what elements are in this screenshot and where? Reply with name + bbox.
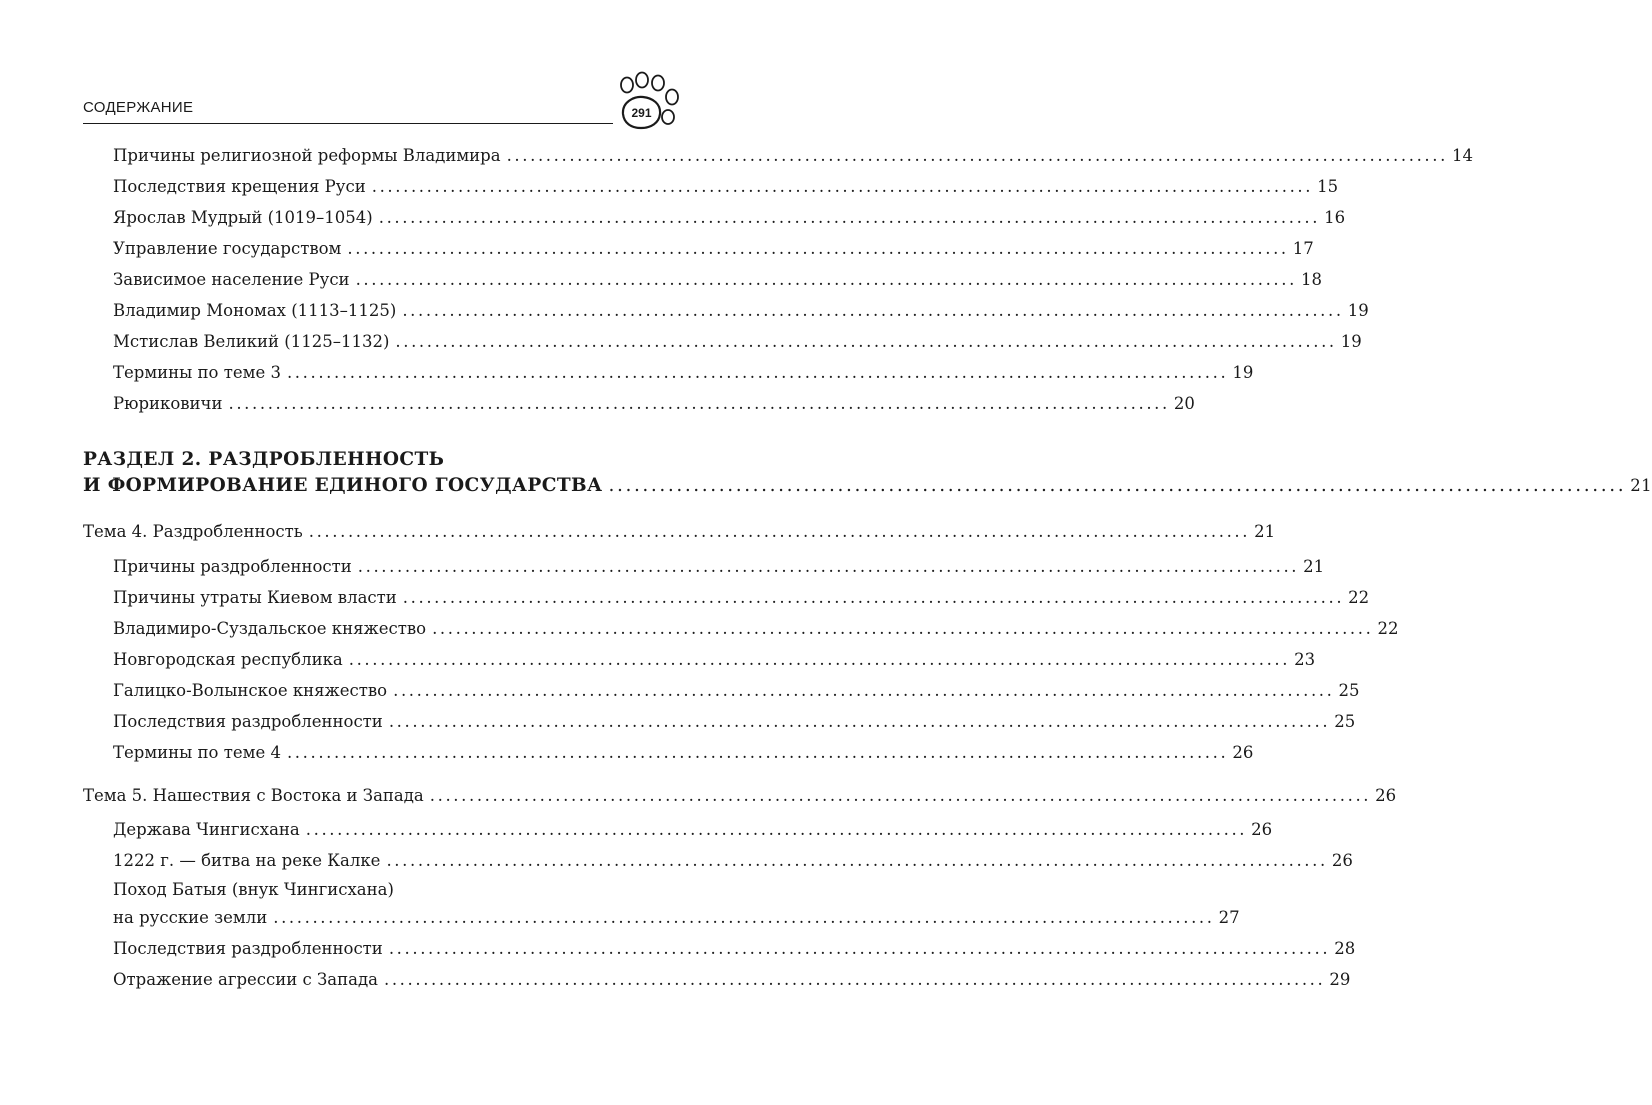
toc-entry-multiline[interactable]	[113, 880, 1240, 928]
paw-print-icon	[612, 72, 684, 134]
toc-entry-page: 26	[1232, 743, 1254, 762]
toc-entry[interactable]	[113, 970, 1351, 990]
toc-entry[interactable]	[113, 681, 1360, 701]
toc-entry-title: Держава Чингисхана	[113, 820, 300, 839]
leader-dots: ........................................................................................................................	[378, 208, 1321, 227]
toc-entry-title: Рюриковичи	[113, 394, 223, 413]
toc-entry-title-line1: Поход Батыя (внук Чингисхана)	[113, 880, 394, 899]
toc-entry-title: Причины утраты Киевом власти	[113, 588, 397, 607]
leader-dots: ........................................................................................................................	[273, 908, 1215, 927]
section-heading-row	[83, 473, 1652, 499]
toc-entry-title: 1222 г. — битва на реке Калке	[113, 851, 381, 870]
leader-dots: ........................................................................................................................	[506, 146, 1448, 165]
leader-dots: ........................................................................................................................	[355, 270, 1297, 289]
leader-dots: ........................................................................................................................	[371, 177, 1314, 196]
leader-dots: ........................................................................................................................	[348, 650, 1291, 669]
toc-entry-title-line2: на русские земли	[113, 908, 268, 927]
toc-topic-title: Тема 4. Раздробленность	[83, 522, 303, 541]
toc-entry[interactable]	[113, 363, 1254, 383]
toc-entry-page: 19	[1340, 332, 1362, 351]
toc-entry[interactable]	[113, 851, 1353, 871]
leader-dots: ........................................................................................................................	[386, 851, 1328, 870]
leader-dots: ........................................................................................................................	[393, 681, 1335, 700]
toc-entry[interactable]	[113, 239, 1314, 259]
section-heading-line1: РАЗДЕЛ 2. РАЗДРОБЛЕННОСТЬ	[83, 449, 445, 470]
toc-entry-title: Термины по теме 4	[113, 743, 281, 762]
toc-entry-title: Мстислав Великий (1125–1132)	[113, 332, 390, 351]
toc-entry-title: Последствия раздробленности	[113, 939, 383, 958]
leader-dots: ........................................................................................................................	[429, 786, 1372, 805]
toc-entry[interactable]	[113, 208, 1346, 228]
leader-dots: ........................................................................................................................	[286, 363, 1229, 382]
toc-entry[interactable]	[113, 712, 1356, 732]
leader-dots: ........................................................................................................................	[308, 522, 1251, 541]
toc-entry-row	[113, 908, 1240, 928]
toc-entry-title: Отражение агрессии с Запада	[113, 970, 378, 989]
toc-entry-page: 18	[1300, 270, 1322, 289]
toc-entry-page: 26	[1251, 820, 1273, 839]
toc-entry-title: Последствия крещения Руси	[113, 177, 366, 196]
leader-dots: ........................................................................................................................	[402, 301, 1344, 320]
toc-entry-page: 15	[1317, 177, 1339, 196]
leader-dots: ........................................................................................................................	[286, 743, 1229, 762]
toc-entry-page: 20	[1173, 394, 1195, 413]
toc-topic-entry[interactable]	[83, 522, 1276, 542]
toc-entry-page: 29	[1329, 970, 1351, 989]
toc-entry-title: Зависимое население Руси	[113, 270, 350, 289]
toc-entry-page: 27	[1218, 908, 1240, 927]
toc-entry[interactable]	[113, 146, 1473, 166]
toc-entry-page: 22	[1377, 619, 1399, 638]
toc-entry-title: Последствия раздробленности	[113, 712, 383, 731]
toc-entry[interactable]	[113, 557, 1325, 577]
toc-entry[interactable]	[113, 743, 1254, 763]
toc-topic-entry[interactable]	[83, 786, 1397, 806]
toc-entry[interactable]	[113, 650, 1316, 670]
toc-entry-title: Владимир Мономах (1113–1125)	[113, 301, 397, 320]
toc-entry[interactable]	[113, 939, 1356, 959]
header-rule	[83, 123, 613, 124]
toc-entry-page: 26	[1331, 851, 1353, 870]
leader-dots: ........................................................................................................................	[305, 820, 1248, 839]
leader-dots: ........................................................................................................................	[357, 557, 1300, 576]
toc-entry[interactable]	[113, 588, 1370, 608]
toc-entry-page: 21	[1630, 476, 1652, 495]
toc-entry-title: Управление государством	[113, 239, 342, 258]
toc-entry-page: 28	[1334, 939, 1356, 958]
leader-dots: ........................................................................................................................	[388, 939, 1331, 958]
toc-entry-page: 21	[1254, 522, 1276, 541]
leader-dots: ........................................................................................................................	[432, 619, 1374, 638]
toc-entry-page: 19	[1347, 301, 1369, 320]
toc-entry[interactable]	[113, 394, 1195, 414]
leader-dots: ........................................................................................................................	[388, 712, 1331, 731]
toc-entry-title: Галицко-Волынское княжество	[113, 681, 388, 700]
toc-entry-page: 21	[1303, 557, 1325, 576]
toc-entry[interactable]	[113, 820, 1273, 840]
leader-dots: ........................................................................................................................	[608, 475, 1627, 496]
leader-dots: ........................................................................................................................	[347, 239, 1289, 258]
section-heading[interactable]	[83, 447, 1652, 499]
running-title: СОДЕРЖАНИЕ	[83, 99, 194, 116]
toc-entry-page: 26	[1375, 786, 1397, 805]
leader-dots: ........................................................................................................................	[383, 970, 1326, 989]
toc-entry[interactable]	[113, 301, 1369, 321]
leader-dots: ........................................................................................................................	[228, 394, 1170, 413]
page-number: 291	[631, 106, 652, 120]
toc-entry-page: 16	[1324, 208, 1346, 227]
toc-entry[interactable]	[113, 270, 1322, 290]
toc-entry-page: 17	[1292, 239, 1314, 258]
toc-entry-title: Владимиро-Суздальское княжество	[113, 619, 427, 638]
toc-entry-title: Причины религиозной реформы Владимира	[113, 146, 501, 165]
section-heading-line2: И ФОРМИРОВАНИЕ ЕДИНОГО ГОСУДАРСТВА	[83, 475, 603, 496]
leader-dots: ........................................................................................................................	[402, 588, 1345, 607]
toc-entry-page: 23	[1294, 650, 1316, 669]
toc-entry[interactable]	[113, 332, 1362, 352]
toc-entry-title: Причины раздробленности	[113, 557, 352, 576]
toc-entry[interactable]	[113, 177, 1339, 197]
toc-entry-title: Новгородская республика	[113, 650, 343, 669]
leader-dots: ........................................................................................................................	[395, 332, 1337, 351]
toc-topic-title: Тема 5. Нашествия с Востока и Запада	[83, 786, 424, 805]
toc-entry-title: Термины по теме 3	[113, 363, 281, 382]
toc-entry-page: 19	[1232, 363, 1254, 382]
toc-entry[interactable]	[113, 619, 1399, 639]
toc-entry-page: 25	[1334, 712, 1356, 731]
toc-entry-page: 25	[1338, 681, 1360, 700]
toc-entry-page: 22	[1348, 588, 1370, 607]
toc-entry-page: 14	[1451, 146, 1473, 165]
toc-entry-title: Ярослав Мудрый (1019–1054)	[113, 208, 373, 227]
